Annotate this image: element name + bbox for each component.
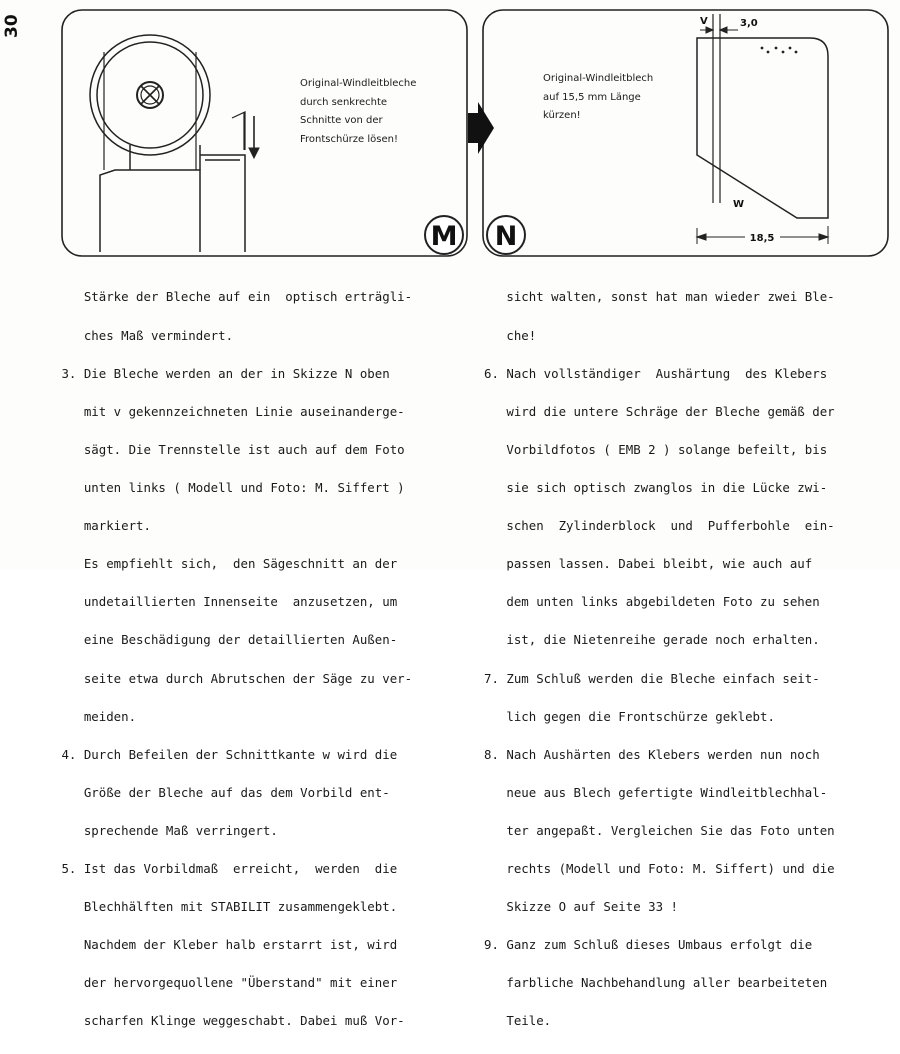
text-line: undetaillierten Innenseite anzusetzen, um <box>54 594 398 610</box>
text-line: schen Zylinderblock und Pufferbohle ein- <box>484 518 835 534</box>
text-line: scharfen Klinge weggeschabt. Dabei muß Vor- <box>54 1013 405 1029</box>
text-line: dem unten links abgebildeten Foto zu sehen <box>484 594 820 610</box>
text-line: eine Beschädigung der detaillierten Außen- <box>54 632 398 648</box>
text-line: Nachdem der Kleber halb erstarrt ist, wird <box>54 937 398 953</box>
caption-line: kürzen! <box>543 110 581 121</box>
caption-line: Schnitte von der <box>300 115 383 126</box>
page-number: 30 <box>2 14 22 38</box>
locomotive-front-drawing <box>90 35 245 252</box>
text-line: Skizze O auf Seite 33 ! <box>484 899 678 915</box>
text-line: seite etwa durch Abrutschen der Säge zu ver- <box>54 670 413 686</box>
text-line: sprechende Maß verringert. <box>54 822 278 838</box>
text-line: Teile. <box>484 1013 552 1029</box>
text-line: 5. Ist das Vorbildmaß erreicht, werden die <box>54 861 398 877</box>
text-line: ter angepaßt. Vergleichen Sie das Foto unten <box>484 822 835 838</box>
text-line: markiert. <box>54 518 151 534</box>
cut-arrow <box>249 116 259 158</box>
text-line: Stärke der Bleche auf ein optisch erträgli- <box>54 289 413 305</box>
text-line: Es empfiehlt sich, den Sägeschnitt an der <box>54 556 398 572</box>
text-line: 3. Die Bleche werden an der in Skizze N oben <box>54 365 390 381</box>
caption-line: durch senkrechte <box>300 96 388 108</box>
text-line: 9. Ganz zum Schluß dieses Umbaus erfolgt die <box>484 937 813 953</box>
text-line: 8. Nach Aushärten des Klebers werden nun noch <box>484 746 820 762</box>
text-line: unten links ( Modell und Foto: M. Siffert ) <box>54 479 405 495</box>
text-line: 6. Nach vollständiger Aushärtung des Klebers <box>484 365 828 381</box>
text-line: sie sich optisch zwanglos in die Lücke zwi- <box>484 479 828 495</box>
transition-arrow-icon <box>468 102 494 154</box>
caption-line: Original-Windleitbleche <box>300 78 417 89</box>
badge-n-letter: N <box>494 221 518 252</box>
dimension-v-label: V <box>700 16 708 27</box>
figure-m-caption <box>300 75 416 149</box>
dimension-top-label: 3,0 <box>740 18 758 29</box>
text-line: Größe der Bleche auf das dem Vorbild ent- <box>54 784 390 800</box>
text-line: 4. Durch Befeilen der Schnittkante w wird die <box>54 746 398 762</box>
deflector-plate-drawing <box>697 14 828 218</box>
dimension-w-label: W <box>733 199 745 210</box>
text-line: wird die untere Schräge der Bleche gemäß der <box>484 403 835 419</box>
text-line: ches Maß vermindert. <box>54 327 234 343</box>
caption-line: auf 15,5 mm Länge <box>543 91 641 103</box>
text-line: 7. Zum Schluß werden die Bleche einfach seit- <box>484 670 820 686</box>
text-line: che! <box>484 327 537 343</box>
text-line: farbliche Nachbehandlung aller bearbeiteten <box>484 975 828 991</box>
text-line: der hervorgequollene "Überstand" mit einer <box>54 975 398 991</box>
top-dimension <box>700 27 738 33</box>
text-line: Vorbildfotos ( EMB 2 ) solange befeilt, bis <box>484 441 828 457</box>
text-line: lich gegen die Frontschürze geklebt. <box>484 708 775 724</box>
figure-n-caption <box>543 70 653 126</box>
left-text-column <box>54 266 412 1054</box>
text-line: sicht walten, sonst hat man wieder zwei Ble- <box>484 289 835 305</box>
text-line: mit v gekennzeichneten Linie auseinanderge- <box>54 403 405 419</box>
text-line: Blechhälften mit STABILIT zusammengeklebt. <box>54 899 398 915</box>
caption-line: Original-Windleitblech <box>543 73 654 84</box>
text-line: sägt. Die Trennstelle ist auch auf dem Foto <box>54 441 405 457</box>
text-line: ist, die Nietenreihe gerade noch erhalten. <box>484 632 820 648</box>
text-line: meiden. <box>54 708 137 724</box>
text-line: rechts (Modell und Foto: M. Siffert) und die <box>484 861 835 877</box>
text-line: passen lassen. Dabei bleibt, wie auch auf <box>484 556 813 572</box>
right-text-column <box>484 266 835 1054</box>
dimension-bottom-label: 18,5 <box>749 233 775 244</box>
rivet-row <box>761 47 798 54</box>
text-line: neue aus Blech gefertigte Windleitblechhal- <box>484 784 828 800</box>
badge-m-letter: M <box>430 221 458 252</box>
caption-line: Frontschürze lösen! <box>300 133 398 145</box>
